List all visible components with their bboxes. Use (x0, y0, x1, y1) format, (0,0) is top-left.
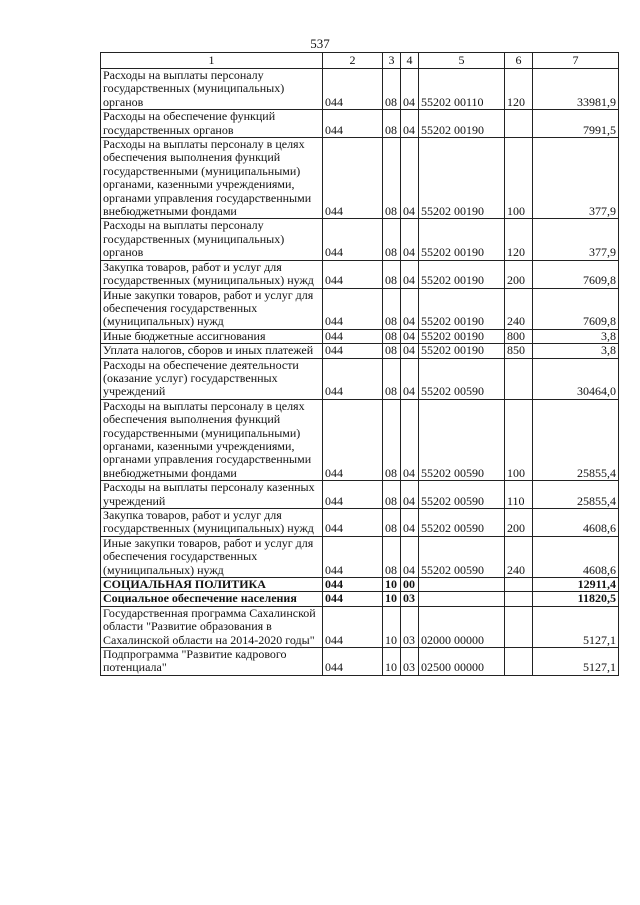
row-subsection: 04 (401, 138, 419, 219)
table-row (101, 399, 619, 480)
row-code: 044 (323, 578, 383, 592)
row-article: 02500 00000 (419, 648, 505, 676)
row-type: 240 (505, 288, 533, 329)
row-article: 55202 00590 (419, 399, 505, 480)
row-subsection: 04 (401, 219, 419, 260)
row-code: 044 (323, 69, 383, 110)
row-section: 08 (383, 288, 401, 329)
row-sum: 5127,1 (533, 648, 619, 676)
row-section: 10 (383, 578, 401, 592)
row-code: 044 (323, 592, 383, 606)
column-header: 6 (505, 53, 533, 69)
table-row (101, 219, 619, 260)
row-sum: 377,9 (533, 138, 619, 219)
row-code: 044 (323, 329, 383, 343)
row-section: 08 (383, 344, 401, 358)
row-name: Иные бюджетные ассигнования (101, 329, 323, 343)
page-number: 537 (310, 36, 330, 51)
row-name: Закупка товаров, работ и услуг для государственных (муниципальных) нужд (101, 509, 323, 537)
row-article: 55202 00190 (419, 260, 505, 288)
row-type (505, 578, 533, 592)
row-name: Закупка товаров, работ и услуг для государственных (муниципальных) нужд (101, 260, 323, 288)
row-name: Социальное обеспечение населения (101, 592, 323, 606)
table-row (101, 648, 619, 676)
row-sum: 25855,4 (533, 481, 619, 509)
table-row (101, 344, 619, 358)
row-sum: 12911,4 (533, 578, 619, 592)
row-section: 08 (383, 110, 401, 138)
row-sum: 3,8 (533, 344, 619, 358)
row-name: Иные закупки товаров, работ и услуг для обеспечения государственных (муниципальных) нужд (101, 288, 323, 329)
row-section: 08 (383, 509, 401, 537)
row-article: 55202 00110 (419, 69, 505, 110)
row-type (505, 648, 533, 676)
column-header: 5 (419, 53, 505, 69)
row-type: 200 (505, 509, 533, 537)
row-subsection: 04 (401, 344, 419, 358)
row-subsection: 04 (401, 110, 419, 138)
row-sum: 7991,5 (533, 110, 619, 138)
column-header: 1 (101, 53, 323, 69)
row-sum: 3,8 (533, 329, 619, 343)
header-row (101, 53, 619, 69)
row-type: 240 (505, 536, 533, 577)
row-section: 08 (383, 358, 401, 399)
table-row (101, 536, 619, 577)
row-section: 08 (383, 536, 401, 577)
row-type (505, 110, 533, 138)
row-type: 800 (505, 329, 533, 343)
row-section: 08 (383, 69, 401, 110)
row-code: 044 (323, 509, 383, 537)
row-section: 10 (383, 592, 401, 606)
row-type: 120 (505, 219, 533, 260)
table-row (101, 358, 619, 399)
row-name: Расходы на обеспечение деятельности (оказание услуг) государственных учреждений (101, 358, 323, 399)
row-name: Расходы на выплаты персоналу в целях обеспечения выполнения функций государственными (муниципальными) органами, казенными учреждениями, органами управления государственными внебюджетными фондами (101, 138, 323, 219)
row-section: 10 (383, 648, 401, 676)
row-sum: 4608,6 (533, 536, 619, 577)
row-section: 10 (383, 606, 401, 647)
row-name: Расходы на выплаты персоналу государственных (муниципальных) органов (101, 69, 323, 110)
row-sum: 4608,6 (533, 509, 619, 537)
column-header: 7 (533, 53, 619, 69)
row-code: 044 (323, 399, 383, 480)
row-code: 044 (323, 288, 383, 329)
row-section: 08 (383, 329, 401, 343)
row-name: Расходы на выплаты персоналу государственных (муниципальных) органов (101, 219, 323, 260)
column-header: 3 (383, 53, 401, 69)
row-name: Подпрограмма "Развитие кадрового потенциала" (101, 648, 323, 676)
table-row (101, 288, 619, 329)
row-article: 55202 00190 (419, 110, 505, 138)
table-row (101, 260, 619, 288)
row-article: 55202 00190 (419, 344, 505, 358)
row-subsection: 04 (401, 509, 419, 537)
row-subsection: 04 (401, 481, 419, 509)
row-sum: 377,9 (533, 219, 619, 260)
row-name: СОЦИАЛЬНАЯ ПОЛИТИКА (101, 578, 323, 592)
row-type: 850 (505, 344, 533, 358)
budget-table (100, 52, 619, 676)
row-code: 044 (323, 219, 383, 260)
row-sum: 7609,8 (533, 288, 619, 329)
table-row (101, 110, 619, 138)
row-subsection: 00 (401, 578, 419, 592)
table-row (101, 592, 619, 606)
row-section: 08 (383, 219, 401, 260)
table-row (101, 606, 619, 647)
row-article (419, 592, 505, 606)
table-row (101, 481, 619, 509)
table-row (101, 329, 619, 343)
row-name: Расходы на выплаты персоналу в целях обеспечения выполнения функций государственными (муниципальными) органами, казенными учреждениями, органами управления государственными внебюджетными фондами (101, 399, 323, 480)
row-type: 100 (505, 399, 533, 480)
row-code: 044 (323, 606, 383, 647)
row-section: 08 (383, 481, 401, 509)
row-code: 044 (323, 481, 383, 509)
row-sum: 25855,4 (533, 399, 619, 480)
row-subsection: 03 (401, 648, 419, 676)
row-article: 55202 00190 (419, 288, 505, 329)
row-name: Государственная программа Сахалинской области "Развитие образования в Сахалинской области на 2014-2020 годы" (101, 606, 323, 647)
row-code: 044 (323, 138, 383, 219)
row-type (505, 606, 533, 647)
row-type (505, 592, 533, 606)
row-code: 044 (323, 358, 383, 399)
row-article: 55202 00190 (419, 329, 505, 343)
row-subsection: 04 (401, 536, 419, 577)
row-article: 55202 00590 (419, 536, 505, 577)
row-name: Иные закупки товаров, работ и услуг для обеспечения государственных (муниципальных) нужд (101, 536, 323, 577)
table-row (101, 69, 619, 110)
row-sum: 7609,8 (533, 260, 619, 288)
table-row (101, 138, 619, 219)
row-name: Расходы на выплаты персоналу казенных учреждений (101, 481, 323, 509)
column-header: 4 (401, 53, 419, 69)
row-name: Расходы на обеспечение функций государственных органов (101, 110, 323, 138)
row-sum: 5127,1 (533, 606, 619, 647)
row-sum: 11820,5 (533, 592, 619, 606)
table-row (101, 509, 619, 537)
row-type: 120 (505, 69, 533, 110)
row-type: 100 (505, 138, 533, 219)
row-section: 08 (383, 260, 401, 288)
row-article: 55202 00590 (419, 509, 505, 537)
row-article: 55202 00590 (419, 481, 505, 509)
row-subsection: 04 (401, 260, 419, 288)
row-name: Уплата налогов, сборов и иных платежей (101, 344, 323, 358)
row-article (419, 578, 505, 592)
row-subsection: 04 (401, 358, 419, 399)
row-subsection: 04 (401, 69, 419, 110)
row-code: 044 (323, 536, 383, 577)
column-header: 2 (323, 53, 383, 69)
row-type: 200 (505, 260, 533, 288)
row-subsection: 03 (401, 592, 419, 606)
row-subsection: 04 (401, 288, 419, 329)
table-row (101, 578, 619, 592)
row-article: 55202 00590 (419, 358, 505, 399)
row-code: 044 (323, 110, 383, 138)
row-article: 02000 00000 (419, 606, 505, 647)
row-subsection: 04 (401, 399, 419, 480)
row-type: 110 (505, 481, 533, 509)
table-body (101, 69, 619, 676)
row-type (505, 358, 533, 399)
row-section: 08 (383, 399, 401, 480)
row-code: 044 (323, 260, 383, 288)
row-section: 08 (383, 138, 401, 219)
row-article: 55202 00190 (419, 138, 505, 219)
row-subsection: 03 (401, 606, 419, 647)
row-sum: 33981,9 (533, 69, 619, 110)
row-sum: 30464,0 (533, 358, 619, 399)
row-code: 044 (323, 344, 383, 358)
row-article: 55202 00190 (419, 219, 505, 260)
row-subsection: 04 (401, 329, 419, 343)
row-code: 044 (323, 648, 383, 676)
